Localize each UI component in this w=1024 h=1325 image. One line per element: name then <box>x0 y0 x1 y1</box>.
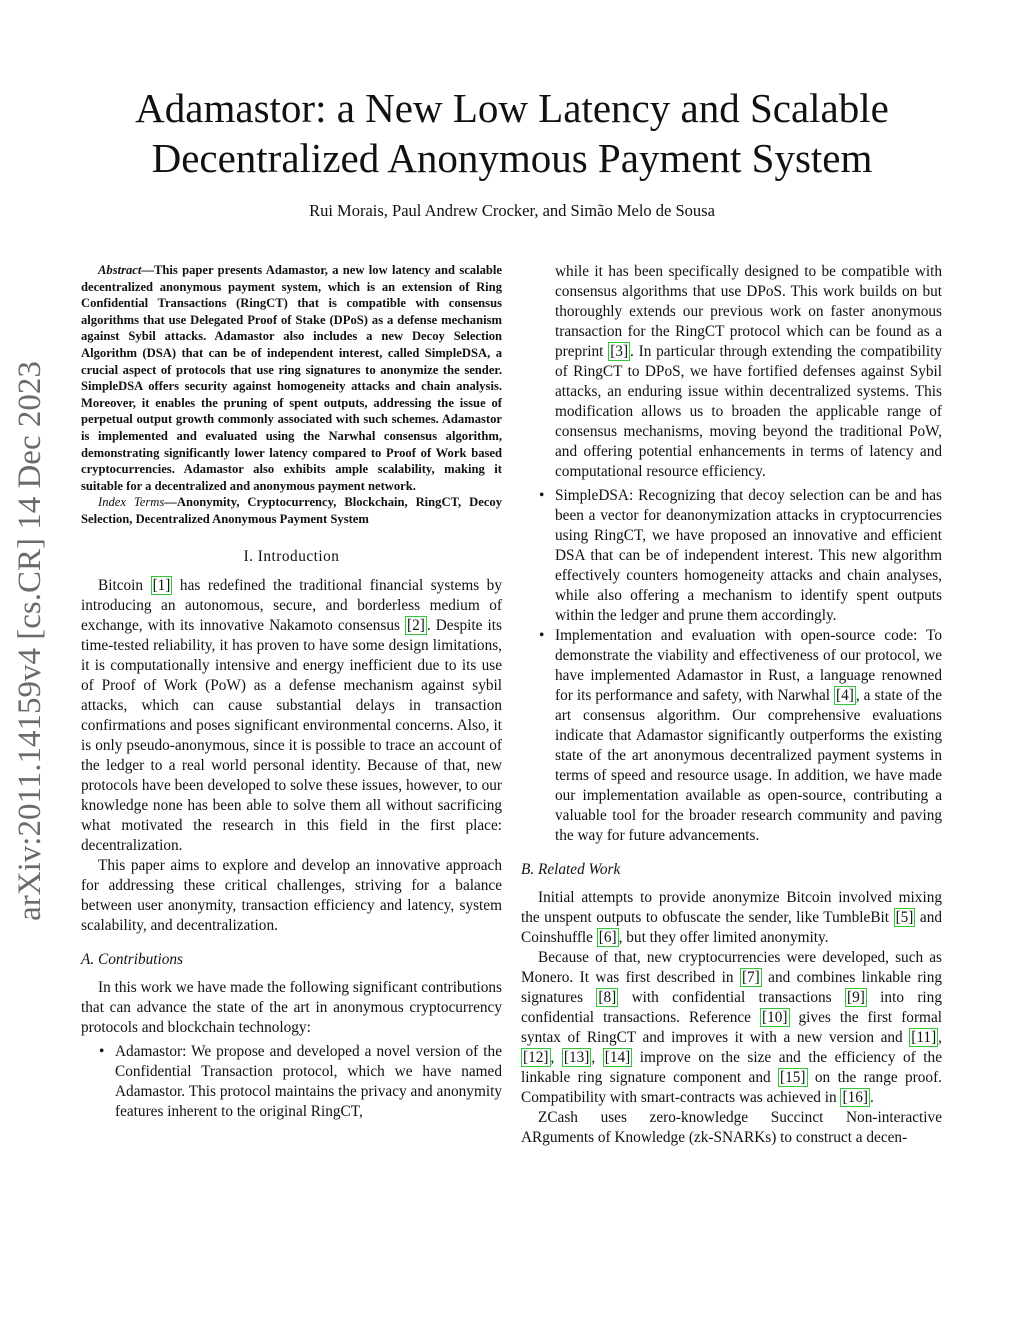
left-column <box>81 262 502 1122</box>
bullet-icon: • <box>99 1042 105 1060</box>
related-paragraph-1 <box>521 888 942 948</box>
rel-p1-text-c: , but they offer limited anonymity. <box>618 929 829 946</box>
rel-p2-sep-3: , <box>591 1049 603 1066</box>
citation-15[interactable]: [15] <box>780 1069 806 1086</box>
list-item <box>521 486 942 626</box>
rel-p1-text-b: and Coinshuffle <box>521 909 942 946</box>
related-paragraph-3: ZCash uses zero-knowledge Succinct Non-interactive ARguments of Knowledge (zk-SNARKs) to construct a decen- <box>521 1109 942 1146</box>
abstract <box>81 262 502 494</box>
contribution-item-1: Adamastor: We propose and developed a novel version of the Confidential Transaction protocol, which we have named Adamastor. This protocol maintains the privacy and anonymity features inherent to the original RingCT, <box>115 1042 502 1120</box>
rel-p2-text-g: on the range proof. Compatibility with smart-contracts was achieved in <box>521 1069 942 1106</box>
contribution-item-2: SimpleDSA: Recognizing that decoy selection can be and has been a vector for deanonymization attacks in cryptocurrencies using RingCT, we have proposed an innovative and efficient DSA that can be of independent interest. This new algorithm effectively counters homogeneity attacks and chain analyses, while also offering a mechanism to identify spent outputs within the ledger and prune them accordingly. <box>555 487 942 624</box>
title-line-1: Adamastor: a New Low Latency and Scalable <box>135 85 889 131</box>
index-terms-label: Index Terms <box>98 495 165 510</box>
right-column <box>521 262 942 1148</box>
subsection-heading-related-work: B. Related Work <box>521 861 621 878</box>
contributions-intro: In this work we have made the following significant contributions that can advance the state of the art in anonymous cryptocurrency protocols and blockchain technology: <box>81 978 503 1036</box>
list-item <box>81 1042 502 1122</box>
rel-p2-text-h: . <box>869 1089 874 1106</box>
rel-p2-text-d: into ring confidential transactions. Reference <box>521 989 942 1026</box>
abstract-text: —This paper presents Adamastor, a new low latency and scalable decentralized anonymous payment system, which is an extension of Ring Confidential Transactions (RingCT) that is compatible with consensus algorithms that use Delegated Proof of Stake (DPoS) as a defense mechanism against Sybil attacks. Adamastor also includes a new Decoy Selection Algorithm (DSA) that can be of independent interest, called SimpleDSA, a crucial aspect of protocols that use ring signatures to anonymize the sender. SimpleDSA offers security against homogeneity attacks and chain analysis. Moreover, it enables the pruning of spent outputs, addressing the issue of perpetual output growth commonly associated with such schemes. Adamastor is implemented and evaluated using the Narwhal consensus algorithm, demonstrating significantly lower latency compared to Proof of Work based cryptocurrencies. Adamastor also exhibits ample scalability, making it suitable for a decentralized and anonymous payment network. <box>81 263 502 493</box>
citation-6[interactable]: [6] <box>598 929 617 946</box>
citation-4[interactable]: [4] <box>836 687 854 704</box>
contribution-item-1-continued <box>521 262 942 482</box>
citation-2[interactable]: [2] <box>407 616 425 634</box>
citation-5[interactable]: [5] <box>895 909 914 926</box>
citation-10[interactable]: [10] <box>762 1009 788 1026</box>
item1-cont-text-b: . In particular through extending the compatibility of RingCT to DPoS, we have fortified defenses against Sybil attacks, an enduring issue within decentralized systems. This modification allows us to broaden the applicable range of consensus mechanisms, moving beyond the traditional PoW, and offering potential enhancements in terms of latency and computational resource efficiency. <box>555 343 943 480</box>
index-terms-text: —Anonymity, Cryptocurrency, Blockchain, RingCT, Decoy Selection, Decentralized Anonymous Payment System <box>81 495 503 526</box>
rel-p1-text-a: Initial attempts to provide anonymize Bitcoin involved mixing the unspent outputs to obfuscate the sender, like TumbleBit <box>521 889 942 926</box>
item1-cont-text-a: while it has been specifically designed to be compatible with consensus algorithms that use DPoS. This work builds on but thoroughly extends our previous work on faster anonymous transaction for the RingCT protocol which can be found as a preprint <box>555 263 942 360</box>
intro-p1-text-a: Bitcoin <box>98 576 151 594</box>
rel-p2-text-a: Because of that, new cryptocurrencies were developed, such as Monero. It was first described in <box>521 949 942 986</box>
citation-8[interactable]: [8] <box>598 989 617 1006</box>
citation-9[interactable]: [9] <box>846 989 865 1006</box>
rel-p2-text-e: gives the first formal syntax of RingCT and improves it with a new version and <box>521 1009 942 1046</box>
intro-p1-text-c: . Despite its time-tested reliability, it has proven to have some design limitations, it is computationally intensive and energy inefficient due to its use of Proof of Work (PoW) as a defense mechanism against sybil attacks, which can cause substantial delays in transaction confirmations and poses significant environmental concerns. Also, it is only pseudo-anonymous, since it is possible to trace an account of the ledger to a real world personal identity. Because of that, new protocols have been developed to solve these issues, however, to our knowledge none has been able to solve them all without sacrificing what motivated the research in this field in the first place: decentralization. <box>81 616 502 854</box>
citation-16[interactable]: [16] <box>842 1089 868 1106</box>
rel-p2-text-b: and combines linkable ring signatures <box>521 969 942 1006</box>
arxiv-identifier[interactable]: arXiv:2011.14159v4 [cs.CR] 14 Dec 2023 <box>12 361 48 921</box>
citation-11[interactable]: [11] <box>911 1029 937 1046</box>
citation-13[interactable]: [13] <box>563 1049 590 1066</box>
contributions-list <box>81 1042 502 1122</box>
index-terms <box>81 494 502 527</box>
bullet-icon: • <box>539 627 545 644</box>
abstract-label: Abstract <box>98 263 142 277</box>
intro-p1-text-b: has redefined the traditional financial systems by introducing an autonomous, secure, and borderless medium of exchange, with its innovative Nakamoto consensus <box>81 576 502 634</box>
rel-p2-text-c: with confidential transactions <box>618 989 845 1006</box>
rel-p2-text-f: improve on the size and the efficiency of the linkable ring signature component and <box>521 1049 942 1086</box>
related-paragraph-2 <box>521 948 942 1108</box>
rel-p2-sep-1: , <box>938 1029 942 1046</box>
intro-paragraph-2: This paper aims to explore and develop an innovative approach for addressing these critical challenges, striving for a balance between user anonymity, transaction efficiency and latency, system scalability, and decentralization. <box>81 856 502 934</box>
bullet-icon: • <box>539 487 545 504</box>
citation-7[interactable]: [7] <box>741 969 760 986</box>
author-list: Rui Morais, Paul Andrew Crocker, and Simão Melo de Sousa <box>309 201 715 220</box>
citation-12[interactable]: [12] <box>523 1049 549 1066</box>
title-line-2: Decentralized Anonymous Payment System <box>151 135 873 181</box>
citation-1[interactable]: [1] <box>152 576 171 594</box>
subsection-heading-contributions: A. Contributions <box>81 950 183 968</box>
contributions-list-continued <box>521 486 942 846</box>
paper-title <box>60 83 964 183</box>
intro-paragraph-1 <box>81 576 502 856</box>
rel-p2-sep-2: , <box>550 1049 562 1066</box>
citation-3[interactable]: [3] <box>610 343 629 360</box>
item3-text-a: Implementation and evaluation with open-source code: To demonstrate the viability and effectiveness of our protocol, we have implemented Adamastor in Rust, a language renowned for its performance and safety, with Narwhal <box>555 627 942 704</box>
item3-text-b: , a state of the art consensus algorithm. Our comprehensive evaluations indicate that Adamastor significantly outperforms the existing state of the art anonymous decentralized payment systems in terms of speed and resource usage. In addition, we have made our implementation available as open-source, contributing a valuable tool for the broader research community and paving the way for future advancements. <box>555 687 942 844</box>
list-item <box>521 626 942 846</box>
citation-14[interactable]: [14] <box>604 1049 631 1066</box>
section-heading-introduction: I. Introduction <box>243 547 340 565</box>
